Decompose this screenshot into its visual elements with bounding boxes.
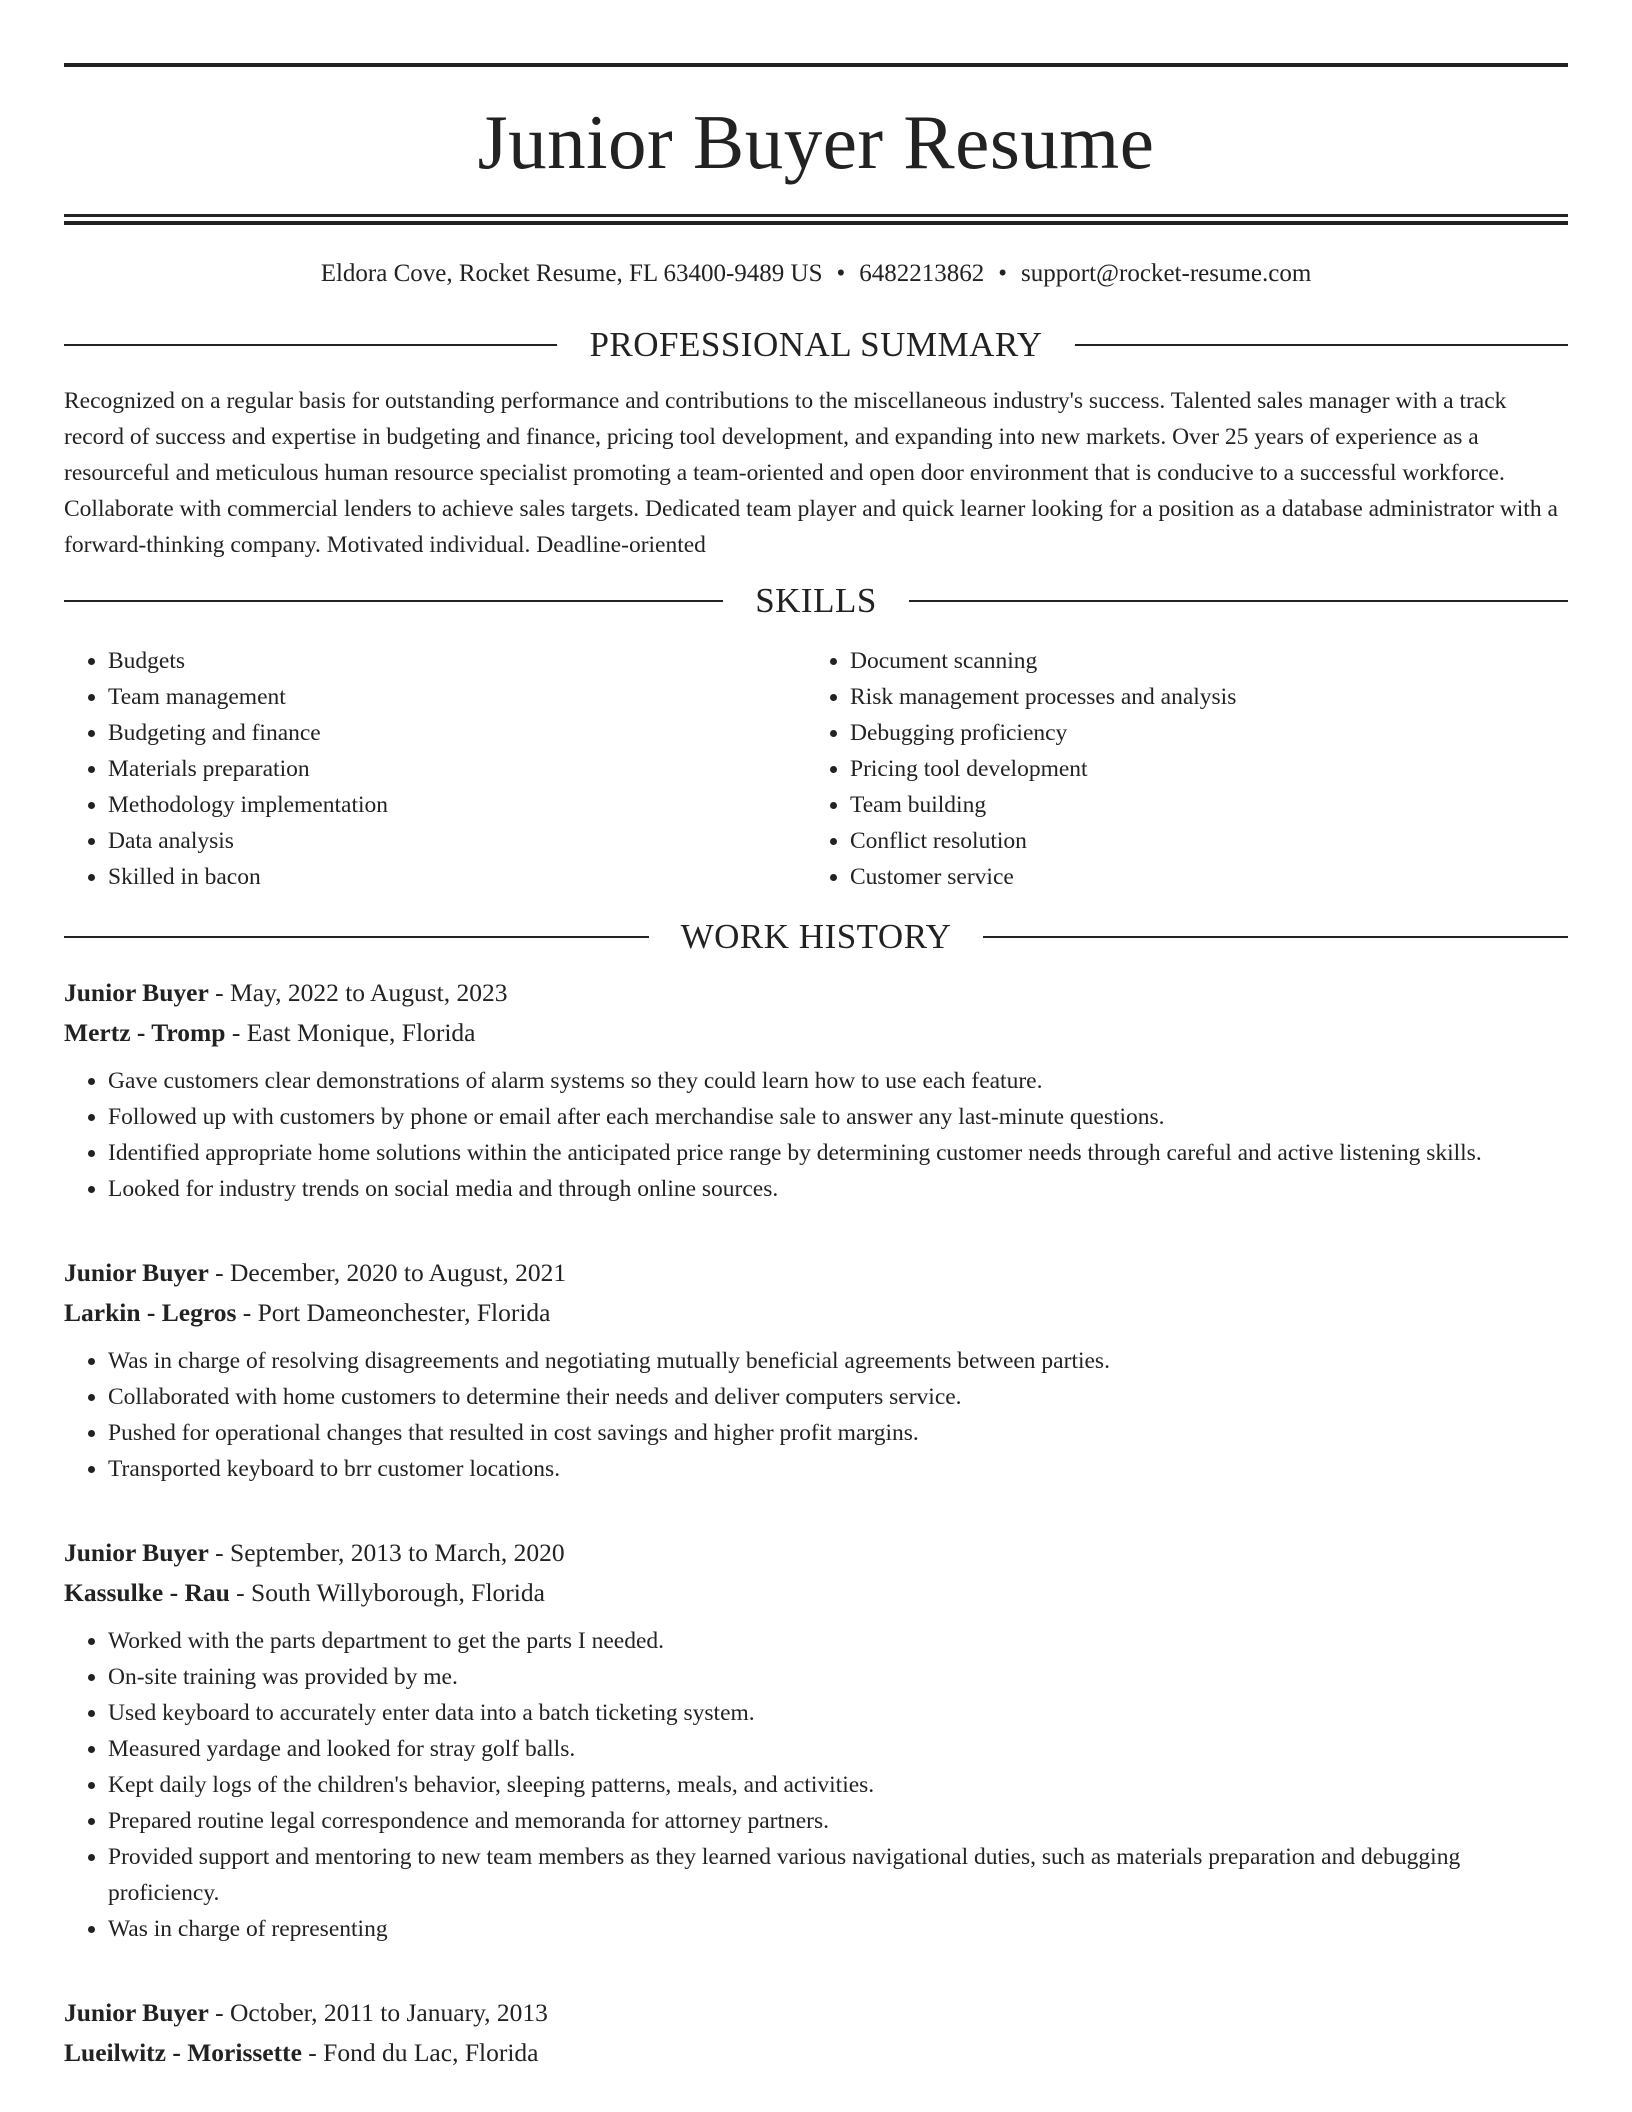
job-bullets — [64, 1063, 1568, 1207]
job-company-line — [64, 1293, 1568, 1333]
job-dash: - — [208, 1538, 231, 1567]
skill-item: • Risk management processes and analysis — [850, 679, 1548, 715]
job-bullet: • Followed up with customers by phone or email after each merchandise sale to answer any last-minute questions. — [108, 1099, 1568, 1135]
job-bullet: • Worked with the parts department to get the parts I needed. — [108, 1623, 1568, 1659]
job-bullet: • Gave customers clear demonstrations of alarm systems so they could learn how to use each feature. — [108, 1063, 1568, 1099]
heading-rule — [64, 600, 723, 602]
skill-item: • Conflict resolution — [850, 823, 1548, 859]
job-title-line — [64, 1993, 1568, 2033]
contact-phone: 6482213862 — [859, 260, 985, 287]
skill-item: • Document scanning — [850, 643, 1548, 679]
job-company: Lueilwitz - Morissette — [64, 2038, 302, 2067]
job-bullet: • Measured yardage and looked for stray golf balls. — [108, 1731, 1568, 1767]
job-gap — [64, 1947, 1568, 1979]
skills-column-right — [806, 643, 1548, 895]
job-bullets — [64, 1623, 1568, 1947]
job-entry — [64, 1993, 1568, 2073]
job-bullet: • Identified appropriate home solutions within the anticipated price range by determining customer needs through careful and active listening skills. — [108, 1135, 1568, 1171]
job-dash: - — [225, 1018, 247, 1047]
summary-text: Recognized on a regular basis for outstanding performance and contributions to the miscellaneous industry's success. Talented sales manager with a track record of success and expertise in budgeting and finance, pricing tool development, and expanding into new markets. Over 25 years of experience as a resourceful and meticulous human resource specialist promoting a team-oriented and open door environment that is conducive to a successful workforce. Collaborate with commercial lenders to achieve sales targets. Dedicated team player and quick learner looking for a position as a database administrator with a forward-thinking company. Motivated individual. Deadline-oriented — [64, 388, 1558, 558]
work-history-list — [64, 973, 1568, 2073]
contact-separator: • — [836, 260, 846, 287]
contact-address: Eldora Cove, Rocket Resume, FL 63400-9489 US — [320, 260, 823, 287]
job-title-line — [64, 1533, 1568, 1573]
job-dash: - — [301, 2038, 324, 2067]
skill-item: • Skilled in bacon — [108, 859, 806, 895]
job-bullet: • Transported keyboard to brr customer locations. — [108, 1451, 1568, 1487]
heading-rule — [1075, 344, 1568, 346]
job-bullet: • On-site training was provided by me. — [108, 1659, 1568, 1695]
job-bullet: • Prepared routine legal correspondence and memoranda for attorney partners. — [108, 1803, 1568, 1839]
job-dash: - — [208, 1998, 231, 2027]
section-heading-summary — [64, 323, 1568, 367]
skill-item: • Pricing tool development — [850, 751, 1548, 787]
job-dates: October, 2011 to January, 2013 — [230, 1998, 548, 2027]
job-entry — [64, 1533, 1568, 1947]
job-dates: September, 2013 to March, 2020 — [230, 1538, 565, 1567]
job-dates: May, 2022 to August, 2023 — [230, 978, 508, 1007]
job-company-line — [64, 1573, 1568, 1613]
job-company-line — [64, 1013, 1568, 1053]
skill-item: • Debugging proficiency — [850, 715, 1548, 751]
section-heading-skills — [64, 579, 1568, 623]
skill-item: • Data analysis — [108, 823, 806, 859]
job-title: Junior Buyer — [64, 1998, 209, 2027]
job-dash: - — [208, 1258, 231, 1287]
job-bullet: • Looked for industry trends on social media and through online sources. — [108, 1171, 1568, 1207]
job-title: Junior Buyer — [64, 1258, 209, 1287]
job-gap — [64, 1207, 1568, 1239]
job-bullet: • Collaborated with home customers to determine their needs and deliver computers service. — [108, 1379, 1568, 1415]
resume-page — [64, 0, 1568, 2073]
skills-list — [64, 643, 1568, 895]
job-company-line — [64, 2033, 1568, 2073]
contact-email[interactable]: support@rocket-resume.com — [1021, 260, 1312, 287]
job-company: Kassulke - Rau — [64, 1578, 230, 1607]
top-rule — [64, 63, 1568, 67]
contact-separator: • — [998, 260, 1008, 287]
skill-item: • Budgeting and finance — [108, 715, 806, 751]
job-dates: December, 2020 to August, 2021 — [230, 1258, 567, 1287]
section-title: PROFESSIONAL SUMMARY — [589, 325, 1043, 364]
section-title: WORK HISTORY — [680, 917, 952, 956]
job-location: Fond du Lac, Florida — [323, 2038, 539, 2067]
heading-rule — [983, 936, 1568, 938]
job-title: Junior Buyer — [64, 978, 209, 1007]
skill-item: • Team building — [850, 787, 1548, 823]
job-bullet: • Was in charge of representing — [108, 1911, 1568, 1947]
heading-rule — [64, 344, 557, 346]
job-entry — [64, 973, 1568, 1207]
heading-rule — [909, 600, 1568, 602]
job-bullet: • Pushed for operational changes that resulted in cost savings and higher profit margins. — [108, 1415, 1568, 1451]
job-company: Larkin - Legros — [64, 1298, 237, 1327]
skill-item: • Methodology implementation — [108, 787, 806, 823]
job-title-line — [64, 973, 1568, 1013]
job-bullet: • Kept daily logs of the children's behavior, sleeping patterns, meals, and activities. — [108, 1767, 1568, 1803]
title-double-rule — [64, 214, 1568, 225]
job-dash: - — [208, 978, 231, 1007]
job-dash: - — [229, 1578, 252, 1607]
skill-item: • Materials preparation — [108, 751, 806, 787]
skill-item: • Customer service — [850, 859, 1548, 895]
skills-column-left — [64, 643, 806, 895]
job-location: East Monique, Florida — [246, 1018, 476, 1047]
section-title: SKILLS — [755, 581, 877, 620]
contact-line — [64, 259, 1568, 289]
job-company: Mertz - Tromp — [64, 1018, 226, 1047]
job-bullets — [64, 1343, 1568, 1487]
heading-rule — [64, 936, 649, 938]
job-location: South Willyborough, Florida — [251, 1578, 545, 1607]
job-entry — [64, 1253, 1568, 1487]
skill-item: • Team management — [108, 679, 806, 715]
job-bullet: • Provided support and mentoring to new team members as they learned various navigational duties, such as materials preparation and debugging proficiency. — [108, 1839, 1568, 1911]
section-heading-work — [64, 915, 1568, 959]
job-dash: - — [236, 1298, 258, 1327]
resume-title: Junior Buyer Resume — [477, 99, 1155, 185]
skill-item: • Budgets — [108, 643, 806, 679]
job-bullet: • Was in charge of resolving disagreements and negotiating mutually beneficial agreements between parties. — [108, 1343, 1568, 1379]
job-location: Port Dameonchester, Florida — [257, 1298, 551, 1327]
job-title-line — [64, 1253, 1568, 1293]
job-gap — [64, 1487, 1568, 1519]
job-bullet: • Used keyboard to accurately enter data into a batch ticketing system. — [108, 1695, 1568, 1731]
job-title: Junior Buyer — [64, 1538, 209, 1567]
